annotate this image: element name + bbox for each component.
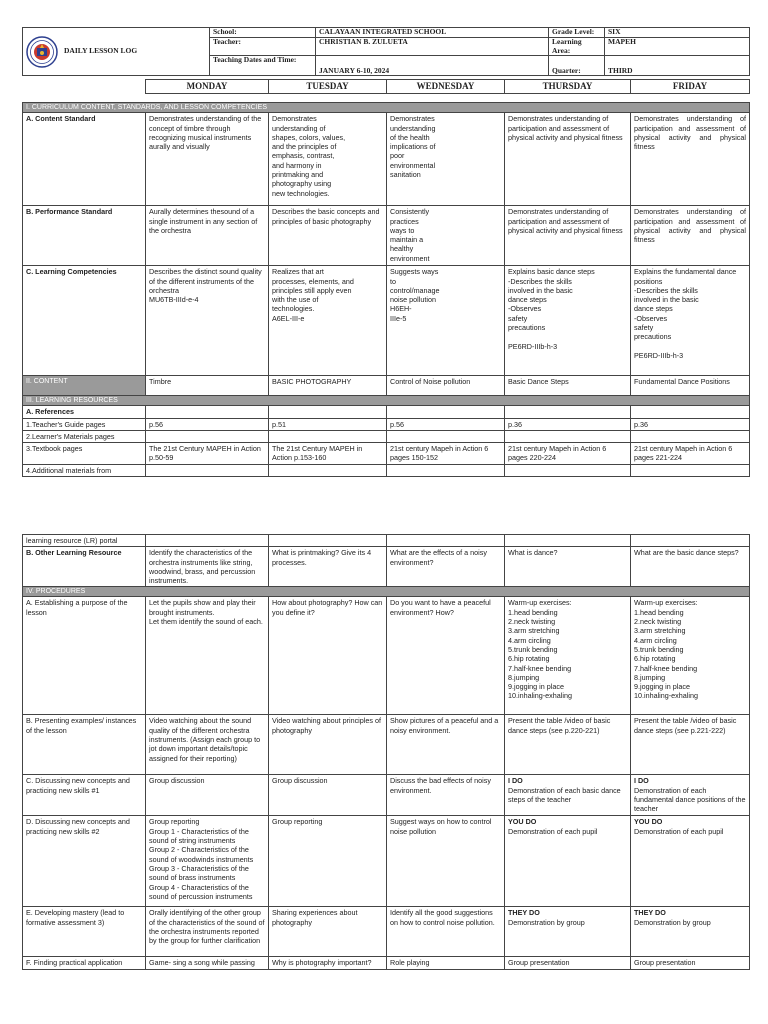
other-resource-wednesday: What are the effects of a noisy environment? bbox=[387, 547, 505, 587]
proc-d-wednesday: Suggest ways on how to control noise pollution bbox=[387, 816, 505, 907]
row-label-performance-standard: B. Performance Standard bbox=[23, 206, 146, 266]
day-tuesday: TUESDAY bbox=[269, 80, 387, 94]
competencies-monday: Describes the distinct sound quality of the different instruments of the orchestra MU6TB-IIId-e-4 bbox=[146, 266, 269, 376]
proc-f-thursday: Group presentation bbox=[505, 957, 631, 969]
row-label-additional-materials: 4.Additional materials from bbox=[23, 464, 146, 476]
proc-c-tuesday: Group discussion bbox=[269, 775, 387, 816]
proc-a-wednesday: Do you want to have a peaceful environment? How? bbox=[387, 597, 505, 715]
dll-table-top bbox=[22, 79, 749, 477]
proc-b-thursday: Present the table /video of basic dance steps (see p.220-221) bbox=[505, 715, 631, 775]
proc-e-friday-body: Demonstration by group bbox=[634, 917, 711, 927]
deped-seal-icon bbox=[26, 36, 58, 68]
proc-c-friday-body: Demonstration of each fundamental dance positions of the teacher bbox=[634, 785, 746, 814]
performance-standard-wednesday: Consistently practices ways to maintain a healthy environment bbox=[387, 206, 505, 266]
proc-c-thursday-head: I DO bbox=[508, 776, 523, 786]
proc-d-thursday-body: Demonstration of each pupil bbox=[508, 826, 598, 836]
header-logo-cell bbox=[23, 28, 210, 76]
content-friday: Fundamental Dance Positions bbox=[631, 376, 750, 396]
other-resource-thursday: What is dance? bbox=[505, 547, 631, 587]
tg-tuesday: p.51 bbox=[269, 418, 387, 430]
content-standard-thursday: Demonstrates understanding of participation and assessment of physical activity and physical fitness bbox=[505, 113, 631, 206]
proc-e-monday: Orally identifying of the other group of the characteristics of the sound of the orchestra instruments reported by the group for further clarification bbox=[146, 907, 269, 957]
section-learning-resources: III. LEARNING RESOURCES bbox=[23, 396, 750, 406]
day-thursday: THURSDAY bbox=[505, 80, 631, 94]
proc-c-thursday bbox=[505, 775, 631, 816]
proc-a-monday: Let the pupils show and play their brought instruments. Let them identify the sound of each. bbox=[146, 597, 269, 715]
proc-d-monday: Group reporting Group 1 - Characteristics of the sound of string instruments Group 2 - Characteristics of the sound of woodwinds instruments Group 3 - Characteristics of the sound of brass instruments Group 4 - Characteristics of the sound of percussion instruments bbox=[146, 816, 269, 907]
proc-c-friday-head: I DO bbox=[634, 776, 649, 786]
tg-thursday: p.36 bbox=[505, 418, 631, 430]
teacher-value: CHRISTIAN B. ZULUETA bbox=[316, 38, 549, 56]
row-label-proc-c: C. Discussing new concepts and practicing new skills #1 bbox=[23, 775, 146, 816]
grade-label: Grade Level: bbox=[549, 28, 605, 38]
performance-standard-friday: Demonstrates understanding of participation and assessment of physical activity and physical fitness bbox=[631, 206, 750, 266]
proc-e-thursday-head: THEY DO bbox=[508, 908, 540, 918]
competencies-friday: Explains the fundamental dance positions -Describes the skills involved in the basic dance steps -Observes safety precautions PE6RD-IIIb-h-3 bbox=[631, 266, 750, 376]
grade-value: SIX bbox=[605, 28, 750, 38]
proc-f-monday: Game- sing a song while passing bbox=[146, 957, 269, 969]
proc-e-thursday-body: Demonstration by group bbox=[508, 917, 585, 927]
proc-b-tuesday: Video watching about principles of photography bbox=[269, 715, 387, 775]
day-monday: MONDAY bbox=[146, 80, 269, 94]
row-label-learners-materials: 2.Learner's Materials pages bbox=[23, 430, 146, 442]
textbook-monday: The 21st Century MAPEH in Action p.50-59 bbox=[146, 443, 269, 465]
row-label-proc-e: E. Developing mastery (lead to formative assessment 3) bbox=[23, 907, 146, 957]
tg-wednesday: p.56 bbox=[387, 418, 505, 430]
section-curriculum: I. CURRICULUM CONTENT, STANDARDS, AND LESSON COMPETENCIES bbox=[23, 103, 750, 113]
content-thursday: Basic Dance Steps bbox=[505, 376, 631, 396]
proc-e-friday-head: THEY DO bbox=[634, 908, 666, 918]
proc-c-thursday-body: Demonstration of each basic dance steps of the teacher bbox=[508, 785, 621, 805]
textbook-thursday: 21st century Mapeh in Action 6 pages 220-224 bbox=[505, 443, 631, 465]
proc-f-wednesday: Role playing bbox=[387, 957, 505, 969]
other-resource-friday: What are the basic dance steps? bbox=[631, 547, 750, 587]
quarter-value: THIRD bbox=[605, 56, 750, 76]
day-friday: FRIDAY bbox=[631, 80, 750, 94]
proc-a-thursday: Warm-up exercises: 1.head bending 2.neck twisting 3.arm stretching 4.arm circling 5.trunk bending 6.hip rotating 7.half-knee bending 8.jumping 9.jogging in place 10.inhaling-exhaling bbox=[505, 597, 631, 715]
proc-c-wednesday: Discuss the bad effects of noisy environment. bbox=[387, 775, 505, 816]
content-standard-monday: Demonstrates understanding of the concept of timbre through recognizing musical instruments aurally and visually bbox=[146, 113, 269, 206]
day-wednesday: WEDNESDAY bbox=[387, 80, 505, 94]
row-label-competencies: C. Learning Competencies bbox=[23, 266, 146, 376]
row-label-textbook: 3.Textbook pages bbox=[23, 443, 146, 465]
tg-friday: p.36 bbox=[631, 418, 750, 430]
competencies-thursday: Explains basic dance steps -Describes the skills involved in the basic dance steps -Observes safety precautions PE6RD-IIIb-h-3 bbox=[505, 266, 631, 376]
school-value: CALAYAAN INTEGRATED SCHOOL bbox=[316, 28, 549, 38]
proc-d-thursday bbox=[505, 816, 631, 907]
performance-standard-monday: Aurally determines thesound of a single instrument in any section of the orchestra bbox=[146, 206, 269, 266]
competencies-tuesday: Realizes that art processes, elements, and principles still apply even with the use of technologies. A6EL-III-e bbox=[269, 266, 387, 376]
section-content: II. CONTENT bbox=[23, 376, 146, 396]
proc-e-tuesday: Sharing experiences about photography bbox=[269, 907, 387, 957]
teacher-label: Teacher: bbox=[210, 38, 316, 56]
proc-c-monday: Group discussion bbox=[146, 775, 269, 816]
textbook-tuesday: The 21st Century MAPEH in Action p.153-160 bbox=[269, 443, 387, 465]
proc-e-wednesday: Identify all the good suggestions on how to control noise pollution. bbox=[387, 907, 505, 957]
dates-label: Teaching Dates and Time: bbox=[210, 56, 316, 76]
tg-monday: p.56 bbox=[146, 418, 269, 430]
quarter-label: Quarter: bbox=[549, 56, 605, 76]
content-standard-friday: Demonstrates understanding of participation and assessment of physical activity and physical fitness bbox=[631, 113, 750, 206]
row-label-content-standard: A. Content Standard bbox=[23, 113, 146, 206]
textbook-friday: 21st century Mapeh in Action 6 pages 221-224 bbox=[631, 443, 750, 465]
proc-a-tuesday: How about photography? How can you define it? bbox=[269, 597, 387, 715]
row-label-teachers-guide: 1.Teacher's Guide pages bbox=[23, 418, 146, 430]
proc-f-friday: Group presentation bbox=[631, 957, 750, 969]
proc-d-tuesday: Group reporting bbox=[269, 816, 387, 907]
proc-b-friday: Present the table /video of basic dance steps (see p.221-222) bbox=[631, 715, 750, 775]
row-label-proc-d: D. Discussing new concepts and practicing new skills #2 bbox=[23, 816, 146, 907]
proc-e-thursday bbox=[505, 907, 631, 957]
additional-materials-label-cont: learning resource (LR) portal bbox=[23, 535, 146, 547]
row-label-references: A. References bbox=[23, 406, 146, 418]
competencies-wednesday: Suggests ways to control/manage noise pollution H6EH- IIIe-5 bbox=[387, 266, 505, 376]
content-standard-tuesday: Demonstrates understanding of shapes, colors, values, and the principles of emphasis, contrast, and harmony in printmaking and photography using new technologies. bbox=[269, 113, 387, 206]
content-standard-wednesday: Demonstrates understanding of the health implications of poor environmental sanitation bbox=[387, 113, 505, 206]
row-label-proc-b: B. Presenting examples/ instances of the lesson bbox=[23, 715, 146, 775]
performance-standard-thursday: Demonstrates understanding of participation and assessment of physical activity and physical fitness bbox=[505, 206, 631, 266]
proc-d-friday bbox=[631, 816, 750, 907]
content-monday: Timbre bbox=[146, 376, 269, 396]
document-title: DAILY LESSON LOG bbox=[64, 46, 138, 56]
proc-d-friday-head: YOU DO bbox=[634, 817, 663, 827]
dll-table-bottom bbox=[22, 534, 749, 970]
proc-b-monday: Video watching about the sound quality of the different orchestra instruments. (Assign each group to jot down important details/topic assigned for their reporting) bbox=[146, 715, 269, 775]
performance-standard-tuesday: Describes the basic concepts and principles of basic photography bbox=[269, 206, 387, 266]
section-procedures: IV. PROCEDURES bbox=[23, 587, 750, 597]
dll-header bbox=[22, 27, 749, 76]
textbook-wednesday: 21st century Mapeh in Action 6 pages 150-152 bbox=[387, 443, 505, 465]
row-label-proc-f: F. Finding practical application bbox=[23, 957, 146, 969]
other-resource-monday: Identify the characteristics of the orchestra instruments like string, woodwind, brass, and percussion instruments. bbox=[146, 547, 269, 587]
proc-a-friday: Warm-up exercises: 1.head bending 2.neck twisting 3.arm stretching 4.arm circling 5.trunk bending 6.hip rotating 7.half-knee bending 8.jumping 9.jogging in place 10.inhaling-exhaling bbox=[631, 597, 750, 715]
other-resource-tuesday: What is printmaking? Give its 4 processes. bbox=[269, 547, 387, 587]
content-tuesday: BASIC PHOTOGRAPHY bbox=[269, 376, 387, 396]
proc-f-tuesday: Why is photography important? bbox=[269, 957, 387, 969]
area-value: MAPEH bbox=[605, 38, 750, 56]
dates-value: JANUARY 6-10, 2024 bbox=[316, 56, 549, 76]
proc-d-thursday-head: YOU DO bbox=[508, 817, 537, 827]
content-wednesday: Control of Noise pollution bbox=[387, 376, 505, 396]
school-label: School: bbox=[210, 28, 316, 38]
row-label-proc-a: A. Establishing a purpose of the lesson bbox=[23, 597, 146, 715]
row-label-other-resource: B. Other Learning Resource bbox=[23, 547, 146, 587]
days-corner bbox=[23, 80, 146, 94]
proc-e-friday bbox=[631, 907, 750, 957]
proc-c-friday bbox=[631, 775, 750, 816]
proc-d-friday-body: Demonstration of each pupil bbox=[634, 826, 724, 836]
proc-b-wednesday: Show pictures of a peaceful and a noisy environment. bbox=[387, 715, 505, 775]
area-label: Learning Area: bbox=[549, 38, 605, 56]
